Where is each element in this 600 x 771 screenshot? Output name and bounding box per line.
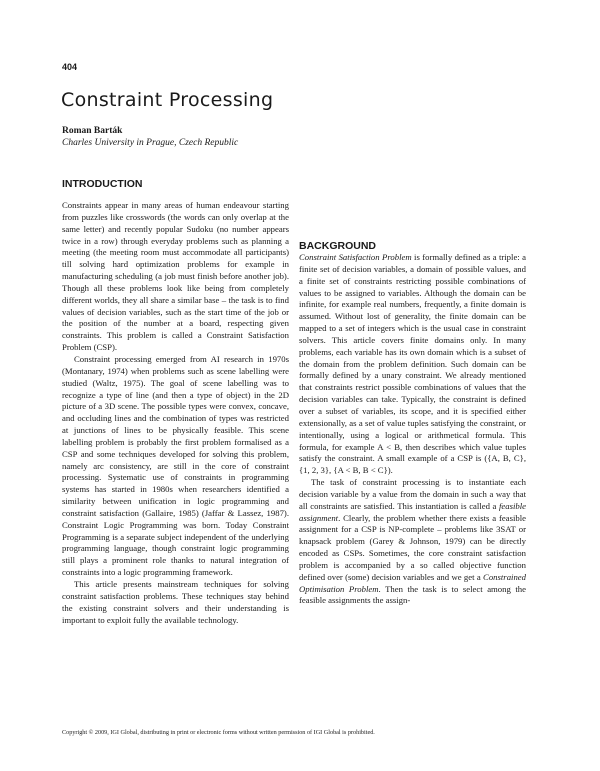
background-heading: BACKGROUND [299,240,376,252]
background-paragraph-2-text-a: The task of constraint processing is to instantiate each decision variable by a value from the domain in such a way that all constraints are satisfied. This instantiation is called a [299,477,526,511]
background-paragraph-2 [299,477,526,607]
csp-term: Constraint Satisfaction Problem [299,252,412,262]
page-number: 404 [62,62,78,72]
feasible-assignment-term: feasible assignment [299,500,526,523]
left-column [62,200,289,626]
copyright-footer: Copyright © 2009, IGI Global, distributing in print or electronic forms without written permission of IGI Global is prohibited. [62,729,375,736]
cop-term: Constrained Optimisation Problem [299,571,526,594]
background-paragraph-2-text-c: . Then the task is to select among the feasible assignments the assign- [299,583,527,606]
intro-paragraph-2: Constraint processing emerged from AI research in 1970s (Montanary, 1974) when problems such as scene labelling were studied (Waltz, 1975). The goal of scene labelling was to recognize a type of line (and then a type of object) in the 2D picture of a 3D scene. The possible types were convex, concave, and occluding lines and the combination of types was restricted at junctions of lines to be physically feasible. This scene labelling problem is probably the first problem formalised as a CSP and some techniques developed for solving this problem, namely arc consistency, are still in the core of constraint processing. Systematic use of constraints in programming systems has started in 1980s when researchers identified a similarity between unification in logic programming and constraint satisfaction (Gallaire, 1985) (Jaffar & Lassez, 1987). Constraint Logic Programming was born. Today Constraint Programming is a separate subject independent of the underlying programming language, though constraint logic programming still plays a prominent role thanks to natural integration of constraints into a logic programming framework. [62,353,289,578]
right-column [299,252,526,607]
background-paragraph-2-text-b: . Clearly, the problem whether there exists a feasible assignment for a CSP is NP-complete – problems like 3SAT or knapsack problem (Garey & Johnson, 1979) can be directly encoded as CSPs. Sometimes, the core constraint satisfaction problem is accompanied by a so called objective function defined over (some) decision variables and we get a [299,512,526,582]
intro-paragraph-1: Constraints appear in many areas of human endeavour starting from puzzles like crosswords (the words can only overlap at the same letter) and recently popular Sudoku (no number appears twice in a row) through everyday problems such as planning a meeting (the meeting room must accommodate all participants) till solving hard optimization problems for example in manufacturing scheduling (a job must finish before another job). Though all these problems look like being from completely different worlds, they all share a similar base – the task is to find values of decision variables, such as the start time of the job or the position of the number at a board, respecting given constraints. This problem is called a Constraint Satisfaction Problem (CSP). [62,200,289,353]
intro-paragraph-3: This article presents mainstream techniques for solving constraint satisfaction problems. These techniques stay behind the existing constraint solvers and their understanding is important to exploit fully the available technology. [62,579,289,625]
author-affiliation: Charles University in Prague, Czech Republic [62,138,239,148]
background-paragraph-1 [299,252,526,477]
background-paragraph-1-text: is formally defined as a triple: a finite set of decision variables, a domain of possible values, and a finite set of constraints restricting possible combinations of values to be assigned to variables. Although the domain can be infinite, for example real numbers, frequently, a finite domain is assumed. Without lost of generality, the finite domain can be mapped to a set of integers which is the usual case in constraint solvers. This article covers finite domains only. In many problems, each variable has its own domain which is a subset of the domain from the problem definition. Such domain can be formally defined by a unary constraint. We already mentioned that constraints restrict possible combinations of values that the decision variables can take. Typically, the constraint is defined over a subset of variables, its scope, and it is specified either extensionally, as a set of value tuples satisfying the constraint, or intentionally, using a logical or arithmetical formula. This formula, for example A < B, then describes which value tuples satisfy the constraint. A small example of a CSP is ({A, B, C}, {1, 2, 3}, {A < B, B < C}). [299,252,526,476]
introduction-heading: INTRODUCTION [62,178,143,190]
article-title: Constraint Processing [61,89,274,111]
author-name: Roman Barták [62,126,123,136]
